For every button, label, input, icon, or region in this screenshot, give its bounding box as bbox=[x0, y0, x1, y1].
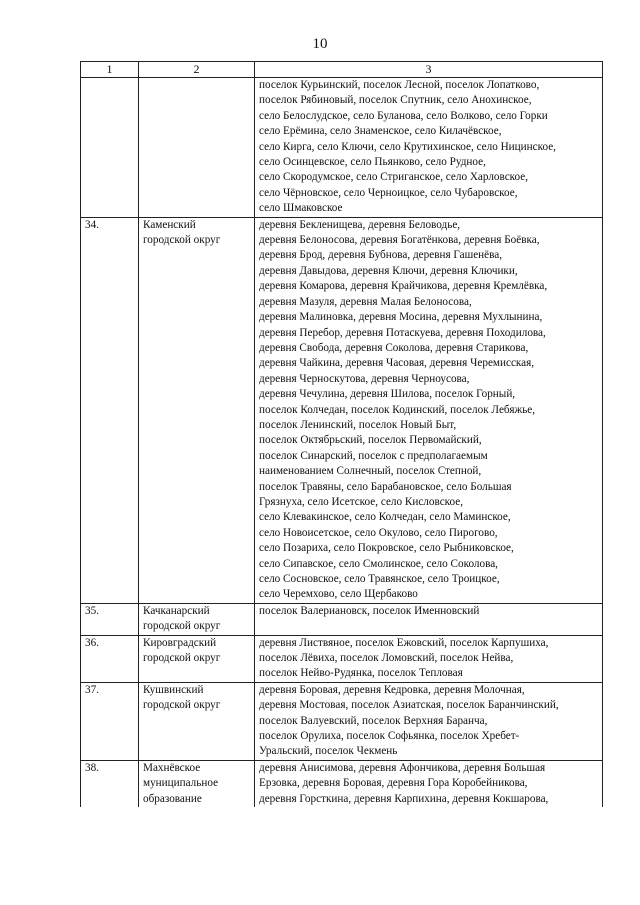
settlements-line: деревня Свобода, деревня Соколова, деревня Старикова, bbox=[259, 341, 529, 354]
settlements-line: село Скородумское, село Стриганское, село Харловское, bbox=[259, 171, 529, 184]
municipality-name-line: городской округ bbox=[143, 652, 221, 665]
settlements-list bbox=[255, 78, 603, 218]
settlements-line: деревня Чечулина, деревня Шилова, поселок Горный, bbox=[259, 388, 516, 401]
table-row bbox=[81, 78, 603, 218]
settlements-list bbox=[255, 682, 603, 760]
settlements-line: поселок Курьинский, поселок Лесной, поселок Лопатково, bbox=[259, 79, 540, 91]
municipality-name-line: Качканарский bbox=[143, 604, 210, 617]
settlements-line: деревня Боровая, деревня Кедровка, деревня Молочная, bbox=[259, 683, 525, 696]
settlements-line: поселок Валуевский, поселок Верхняя Баранча, bbox=[259, 714, 488, 727]
settlements-line: село Сосновское, село Травянское, село Троицкое, bbox=[259, 573, 500, 585]
settlements-list bbox=[255, 603, 603, 635]
municipality-name-line: Каменский bbox=[143, 218, 196, 231]
settlements-line: поселок Колчедан, поселок Кодинский, поселок Лебяжье, bbox=[259, 403, 536, 416]
settlements-line: поселок Синарский, поселок с предполагаемым bbox=[259, 449, 488, 462]
municipality-name bbox=[139, 760, 255, 807]
column-header-1: 1 bbox=[81, 62, 139, 78]
municipality-name-line: образование bbox=[143, 792, 202, 805]
table-row bbox=[81, 217, 603, 603]
settlements-line: деревня Перебор, деревня Потаскуева, деревня Походилова, bbox=[259, 326, 546, 339]
settlements-line: поселок Валериановск, поселок Именновский bbox=[259, 604, 480, 617]
settlements-line: село Позариха, село Покровское, село Рыбниковское, bbox=[259, 542, 514, 555]
settlements-line: Уральский, поселок Чекмень bbox=[259, 745, 398, 758]
settlements-line: поселок Орулиха, поселок Софьянка, поселок Хребет- bbox=[259, 730, 520, 743]
settlements-line: деревня Малиновка, деревня Мосина, деревня Мухлынина, bbox=[259, 311, 543, 324]
row-number: 37. bbox=[81, 682, 139, 760]
municipality-name-line: Кировградский bbox=[143, 636, 217, 649]
settlements-line: деревня Белоносова, деревня Богатёнкова, деревня Боёвка, bbox=[259, 234, 540, 247]
municipality-name bbox=[139, 78, 255, 218]
settlements-list bbox=[255, 760, 603, 807]
settlements-list bbox=[255, 217, 603, 603]
settlements-line: село Белослудское, село Буланова, село Волково, село Горки bbox=[259, 109, 548, 122]
settlements-line: деревня Брод, деревня Бубнова, деревня Гашенёва, bbox=[259, 249, 503, 262]
settlements-line: деревня Комарова, деревня Крайчикова, деревня Кремлёвка, bbox=[259, 280, 548, 293]
municipality-name bbox=[139, 635, 255, 682]
settlements-line: село Клевакинское, село Колчедан, село Маминское, bbox=[259, 511, 511, 524]
table-header-row bbox=[81, 62, 603, 78]
settlements-line: село Ерёмина, село Знаменское, село Килачёвское, bbox=[259, 125, 502, 138]
settlements-line: село Кирга, село Ключи, село Крутихинское, село Ницинское, bbox=[259, 140, 556, 153]
column-header-3: 3 bbox=[255, 62, 603, 78]
settlements-line: деревня Бекленищева, деревня Беловодье, bbox=[259, 218, 461, 231]
settlements-line: село Сипавское, село Смолинское, село Соколова, bbox=[259, 557, 498, 570]
table-row bbox=[81, 635, 603, 682]
settlements-list bbox=[255, 635, 603, 682]
row-number: 38. bbox=[81, 760, 139, 807]
settlements-line: село Шмаковское bbox=[259, 202, 343, 215]
settlements-line: село Осинцевское, село Пьянково, село Рудное, bbox=[259, 156, 486, 169]
table-row bbox=[81, 682, 603, 760]
municipality-name-line: городской округ bbox=[143, 699, 221, 712]
settlements-line: деревня Давыдова, деревня Ключи, деревня Ключики, bbox=[259, 264, 518, 277]
municipality-name bbox=[139, 603, 255, 635]
settlements-line: Ерзовка, деревня Боровая, деревня Гора Коробейникова, bbox=[259, 777, 528, 790]
row-number: 35. bbox=[81, 603, 139, 635]
settlements-line: поселок Ленинский, поселок Новый Быт, bbox=[259, 418, 457, 431]
municipality-name-line: муниципальное bbox=[143, 777, 219, 790]
settlements-line: поселок Октябрьский, поселок Первомайский, bbox=[259, 434, 482, 447]
municipality-name bbox=[139, 682, 255, 760]
settlements-line: деревня Горсткина, деревня Карпихина, деревня Кокшарова, bbox=[259, 792, 549, 805]
settlements-line: деревня Черноскутова, деревня Черноусова, bbox=[259, 372, 470, 385]
table-row bbox=[81, 603, 603, 635]
settlements-line: наименованием Солнечный, поселок Степной, bbox=[259, 465, 482, 478]
municipality-name-line: Махнёвское bbox=[143, 761, 201, 774]
settlements-line: поселок Лёвиха, поселок Ломовский, поселок Нейва, bbox=[259, 652, 514, 665]
settlements-line: деревня Мостовая, поселок Азиатская, поселок Баранчинский, bbox=[259, 699, 559, 712]
settlements-line: село Новоисетское, село Окулово, село Пирогово, bbox=[259, 526, 498, 539]
settlements-line: деревня Чайкина, деревня Часовая, деревня Черемисская, bbox=[259, 357, 535, 370]
settlements-line: деревня Анисимова, деревня Афончикова, деревня Большая bbox=[259, 761, 546, 774]
settlements-line: Грязнуха, село Исетское, село Кисловское, bbox=[259, 495, 464, 508]
municipality-name-line: городской округ bbox=[143, 620, 221, 633]
municipality-name bbox=[139, 217, 255, 603]
table-row bbox=[81, 760, 603, 807]
settlements-line: поселок Нейво-Рудянка, поселок Тепловая bbox=[259, 667, 463, 680]
settlements-line: село Чёрновское, село Черноицкое, село Чубаровское, bbox=[259, 186, 518, 199]
row-number bbox=[81, 78, 139, 218]
row-number: 34. bbox=[81, 217, 139, 603]
settlements-line: поселок Травяны, село Барабановское, село Большая bbox=[259, 480, 512, 493]
municipality-name-line: Кушвинский bbox=[143, 683, 204, 696]
settlements-line: село Черемхово, село Щербаково bbox=[259, 588, 418, 601]
settlements-line: деревня Мазуля, деревня Малая Белоносова, bbox=[259, 295, 472, 308]
settlements-line: поселок Рябиновый, поселок Спутник, село Анохинское, bbox=[259, 94, 532, 107]
table-body bbox=[81, 78, 603, 808]
page-number: 10 bbox=[312, 36, 328, 52]
row-number: 36. bbox=[81, 635, 139, 682]
municipality-name-line: городской округ bbox=[143, 234, 221, 247]
settlements-line: деревня Листвяное, поселок Ежовский, поселок Карпушиха, bbox=[259, 636, 549, 649]
settlements-table bbox=[80, 61, 603, 807]
column-header-2: 2 bbox=[139, 62, 255, 78]
